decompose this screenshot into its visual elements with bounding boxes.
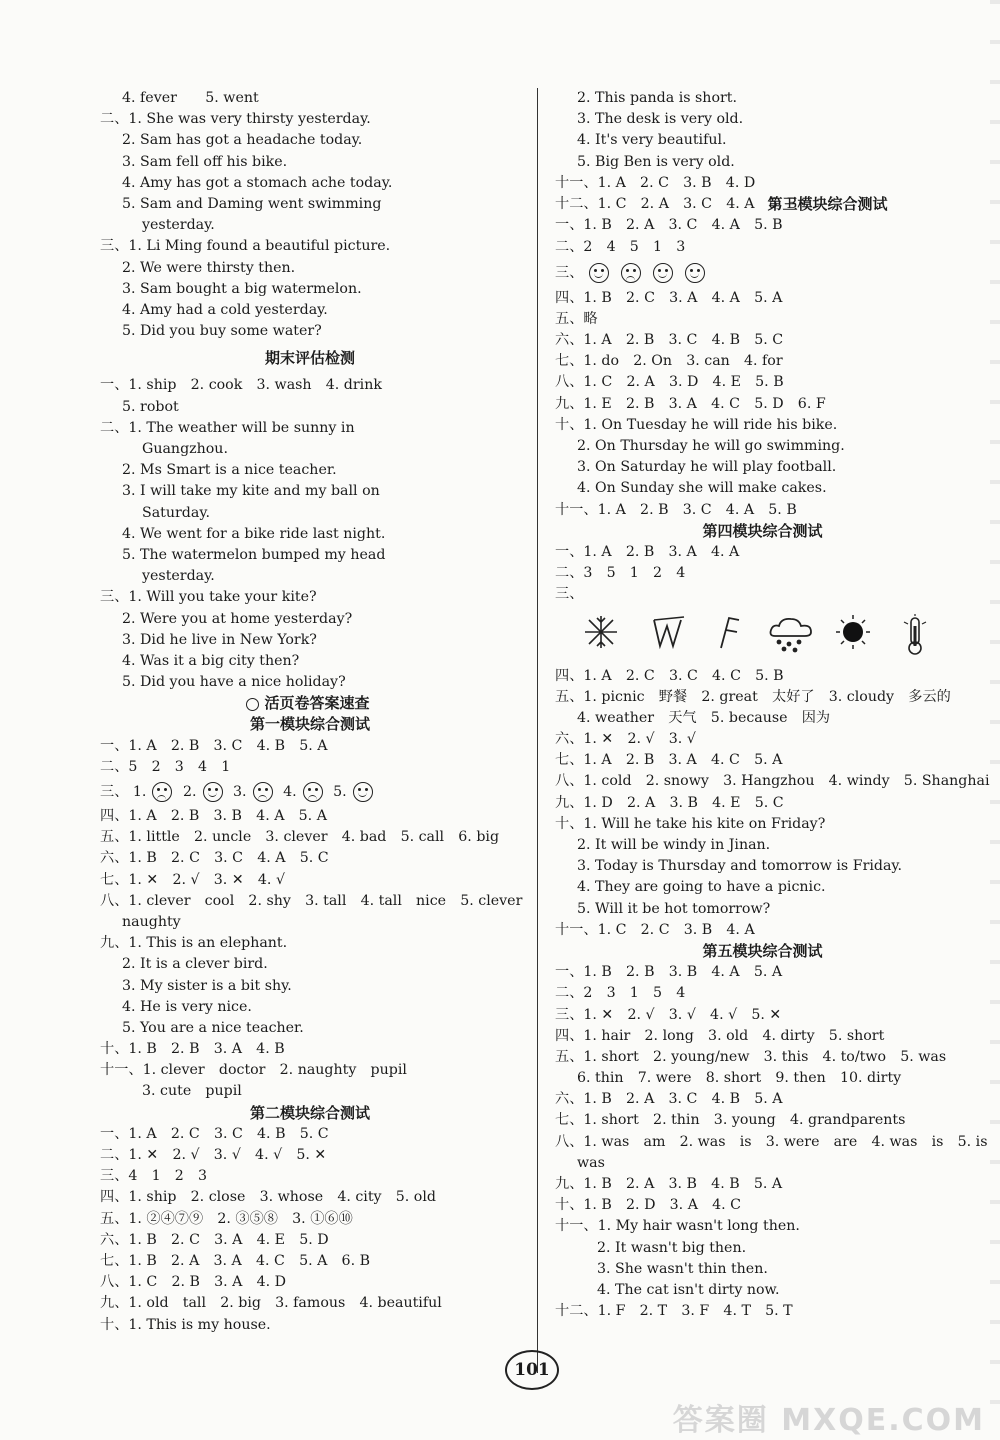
section-heading: 第四模块综合测试 — [702, 521, 823, 540]
section-heading: 第一模块综合测试 — [249, 715, 370, 734]
answer-line: 一、1. B 2. B 3. B 4. A 5. A — [555, 964, 783, 981]
answer-line: 九、1. old tall 2. big 3. famous 4. beautiful — [100, 1295, 442, 1312]
answer-line: 十一、1. clever doctor 2. naughty pupil — [100, 1062, 407, 1079]
right-column — [555, 88, 990, 1322]
face-label: 1. — [132, 784, 147, 800]
answer-line: 三、4 1 2 3 — [100, 1168, 208, 1185]
sad-face-icon — [152, 782, 172, 802]
answer-line: 2. Were you at home yesterday? — [122, 610, 353, 627]
answer-line: yesterday. — [142, 568, 215, 585]
answer-line: 十一、1. C 2. C 3. B 4. A — [555, 921, 755, 938]
answer-line: 4. It's very beautiful. — [577, 132, 727, 149]
answer-line: Saturday. — [142, 504, 210, 521]
answer-line: 一、1. A 2. B 3. A 4. A — [555, 543, 740, 560]
answer-line: 3. She wasn't thin then. — [597, 1260, 768, 1277]
answer-line: 九、1. E 2. B 3. A 4. C 5. D 6. F — [555, 395, 826, 412]
page-number: 101 — [505, 1350, 559, 1390]
smile-face-icon — [653, 263, 673, 283]
answer-key-banner: 活页卷答案速查 — [244, 693, 375, 714]
answer-line: 5. Big Ben is very old. — [577, 153, 735, 170]
answer-line: 八、1. C 2. A 3. D 4. E 5. B — [555, 374, 784, 391]
answer-line: 三、 — [555, 586, 584, 603]
answer-line: 十、1. B 2. D 3. A 4. C — [555, 1197, 742, 1214]
answer-line: 九、1. This is an elephant. — [100, 935, 288, 952]
answer-line: 二、3 5 1 2 4 — [555, 565, 686, 582]
answer-line: 三、1. Li Ming found a beautiful picture. — [100, 238, 391, 255]
column-divider — [537, 88, 538, 1373]
wind-icon — [651, 614, 687, 650]
face-answer-line — [100, 778, 520, 806]
answer-line: 5. Sam and Daming went swimming — [122, 195, 382, 212]
rain-cloud-icon — [767, 614, 817, 654]
answer-line: 一、1. A 2. B 3. C 4. B 5. A — [100, 737, 328, 754]
answer-line: 4. weather 天气 5. because 因为 — [577, 709, 831, 726]
banner-heading — [100, 693, 520, 714]
answer-line: 2. It wasn't big then. — [597, 1239, 747, 1256]
answer-line: 2. On Thursday he will go swimming. — [577, 438, 845, 454]
answer-line: 5. Will it be hot tomorrow? — [577, 900, 771, 917]
answer-line: 二、1. ✕ 2. √ 3. √ 4. √ 5. ✕ — [100, 1147, 327, 1163]
answer-line: 4. We went for a bike ride last night. — [122, 525, 386, 542]
answer-line: 七、1. ✕ 2. √ 3. ✕ 4. √ — [100, 871, 285, 888]
watermark: 答案圈 MXQE.COM — [672, 1403, 985, 1438]
answer-line: 八、1. C 2. B 3. A 4. D — [100, 1274, 287, 1291]
answer-line: 十、1. This is my house. — [100, 1316, 271, 1333]
answer-line: 2. We were thirsty then. — [122, 259, 296, 276]
answer-line: 3. Today is Thursday and tomorrow is Friday. — [577, 858, 903, 875]
answer-line: 4. Amy had a cold yesterday. — [122, 301, 328, 318]
answer-line: 六、1. ✕ 2. √ 3. √ — [555, 731, 696, 748]
answer-line: 六、1. A 2. B 3. C 4. B 5. C — [555, 332, 784, 349]
smile-face-icon — [685, 263, 705, 283]
answer-line: 3. My sister is a bit shy. — [122, 977, 292, 994]
answer-line: 一、1. ship 2. cook 3. wash 4. drink — [100, 377, 382, 394]
answer-line: 十、1. Will he take his kite on Friday? — [555, 815, 826, 832]
snowflake-icon — [583, 614, 619, 650]
answer-line: 4. The cat isn't dirty now. — [597, 1281, 780, 1298]
answer-line: 6. thin 7. were 8. short 9. then 10. dirty — [577, 1070, 902, 1087]
answer-line: 十、1. B 2. B 3. A 4. B — [100, 1041, 285, 1058]
answer-line: 5. The watermelon bumped my head — [122, 546, 386, 563]
answer-line: was — [577, 1154, 605, 1171]
answer-line: 四、1. ship 2. close 3. whose 4. city 5. old — [100, 1189, 436, 1206]
smile-face-icon — [203, 782, 223, 802]
answer-line: 3. On Saturday he will play football. — [577, 459, 837, 476]
answer-line: 十一、1. A 2. B 3. C 4. A 5. B — [555, 501, 797, 518]
answer-line: 五、1. short 2. young/new 3. this 4. to/two 5. was — [555, 1048, 947, 1065]
face-label: 5. — [333, 784, 347, 800]
answer-line: 五、略 — [555, 310, 598, 327]
left-column — [100, 88, 523, 1336]
answer-line: 二、2 3 1 5 4 — [555, 985, 686, 1002]
answer-line: 4. Was it a big city then? — [122, 652, 300, 669]
smile-face-icon — [589, 263, 609, 283]
answer-line: 5. Did you have a nice holiday? — [122, 674, 346, 691]
answer-line: 5. Did you buy some water? — [122, 323, 322, 340]
answer-line: 九、1. D 2. A 3. B 4. E 5. C — [555, 794, 784, 811]
answer-line: 4. Amy has got a stomach ache today. — [122, 174, 393, 191]
answer-line: 2. This panda is short. — [577, 90, 737, 106]
answer-line: 十二、1. C 2. A 3. C 4. A 5. B — [555, 195, 798, 212]
answer-line: 4. They are going to have a picnic. — [577, 879, 826, 896]
answer-line: naughty — [122, 913, 181, 930]
question-prefix: 三、 — [100, 784, 129, 800]
smile-face-icon — [353, 782, 373, 802]
question-prefix: 三、 — [555, 264, 584, 281]
answer-line: 3. Sam fell off his bike. — [122, 153, 288, 170]
sad-face-icon — [303, 782, 323, 802]
answer-line: 八、1. was am 2. was is 3. were are 4. was is 5. is — [555, 1133, 988, 1150]
flag-wind-icon — [715, 614, 745, 650]
section-heading: 期末评估检测 — [264, 349, 355, 368]
answer-line: 一、1. A 2. C 3. C 4. B 5. C — [100, 1125, 329, 1142]
answer-line: 二、1. She was very thirsty yesterday. — [100, 111, 371, 128]
answer-line: 四、1. A 2. C 3. C 4. C 5. B — [555, 667, 784, 684]
sun-icon — [835, 614, 871, 650]
face-label: 4. — [283, 784, 297, 800]
answer-line: 七、1. do 2. On 3. can 4. for — [555, 353, 783, 370]
answer-line: 3. Sam bought a big watermelon. — [122, 280, 362, 297]
answer-line: 二、5 2 3 4 1 — [100, 758, 231, 775]
answer-line: 六、1. B 2. C 3. C 4. A 5. C — [100, 850, 329, 867]
answer-line: Guangzhou. — [142, 441, 228, 457]
answer-line: 4. He is very nice. — [122, 998, 252, 1015]
answer-line: 2. It is a clever bird. — [122, 956, 268, 973]
sad-face-icon — [253, 782, 273, 802]
answer-line: 七、1. A 2. B 3. A 4. C 5. A — [555, 752, 783, 769]
answer-line: 5. robot — [122, 398, 179, 415]
answer-line: 八、1. cold 2. snowy 3. Hangzhou 4. windy 5. Shanghai — [555, 773, 990, 790]
thermometer-icon — [900, 614, 930, 656]
answer-line: 七、1. B 2. A 3. A 4. C 5. A 6. B — [100, 1252, 371, 1269]
answer-line: 六、1. B 2. A 3. C 4. B 5. A — [555, 1091, 783, 1108]
face-answer-line — [555, 258, 970, 288]
answer-line: 三、1. ✕ 2. √ 3. √ 4. √ 5. ✕ — [555, 1006, 782, 1023]
answer-line: 4. fever 5. went — [122, 90, 259, 106]
answer-line: 三、1. Will you take your kite? — [100, 589, 317, 606]
page-edge-strip — [990, 0, 1000, 1440]
answer-line: 四、1. B 2. C 3. A 4. A 5. A — [555, 289, 783, 306]
section-heading: 第二模块综合测试 — [249, 1103, 370, 1122]
answer-line: 二、1. The weather will be sunny in — [100, 419, 355, 436]
section-heading: 第五模块综合测试 — [702, 941, 823, 960]
answer-line: 3. I will take my kite and my ball on — [122, 483, 380, 500]
face-label: 2. — [182, 784, 197, 800]
answer-line: 3. cute pupil — [142, 1083, 242, 1100]
weather-icon-row — [555, 606, 970, 666]
answer-line: 五、1. ②④⑦⑨ 2. ③⑤⑧ 3. ①⑥⑩ — [100, 1210, 353, 1227]
answer-line: 五、1. little 2. uncle 3. clever 4. bad 5. call 6. big — [100, 829, 500, 846]
answer-line: 3. Did he live in New York? — [122, 631, 317, 648]
answer-line: 七、1. short 2. thin 3. young 4. grandparents — [555, 1112, 906, 1129]
answer-line: 2. Sam has got a headache today. — [122, 132, 363, 149]
answer-line: 十一、1. A 2. C 3. B 4. D — [555, 174, 756, 191]
answer-line: 2. Ms Smart is a nice teacher. — [122, 462, 337, 479]
answer-line: 四、1. A 2. B 3. B 4. A 5. A — [100, 808, 327, 824]
answer-line: 十一、1. My hair wasn't long then. — [555, 1218, 800, 1235]
answer-line: 八、1. clever cool 2. shy 3. tall 4. tall nice 5. clever — [100, 892, 523, 909]
answer-line: 3. The desk is very old. — [577, 111, 744, 128]
answer-line: 九、1. B 2. A 3. B 4. B 5. A — [555, 1176, 783, 1192]
answer-line: yesterday. — [142, 217, 215, 234]
answer-line: 4. On Sunday she will make cakes. — [577, 480, 827, 497]
answer-line: 二、2 4 5 1 3 — [555, 238, 686, 255]
section-heading: 第三模块综合测试 — [767, 195, 888, 214]
answer-line: 十、1. On Tuesday he will ride his bike. — [555, 416, 838, 433]
answer-line: 一、1. B 2. A 3. C 4. A 5. B — [555, 217, 783, 234]
answer-line: 六、1. B 2. C 3. A 4. E 5. D — [100, 1231, 329, 1248]
answer-line: 五、1. picnic 野餐 2. great 太好了 3. cloudy 多云的 — [555, 688, 951, 705]
answer-line: 5. You are a nice teacher. — [122, 1019, 304, 1036]
answer-line: 2. It will be windy in Jinan. — [577, 837, 771, 853]
answer-line: 十二、1. F 2. T 3. F 4. T 5. T — [555, 1303, 793, 1320]
face-label: 3. — [233, 784, 247, 800]
sad-face-icon — [621, 263, 641, 283]
answer-line: 四、1. hair 2. long 3. old 4. dirty 5. short — [555, 1027, 885, 1044]
